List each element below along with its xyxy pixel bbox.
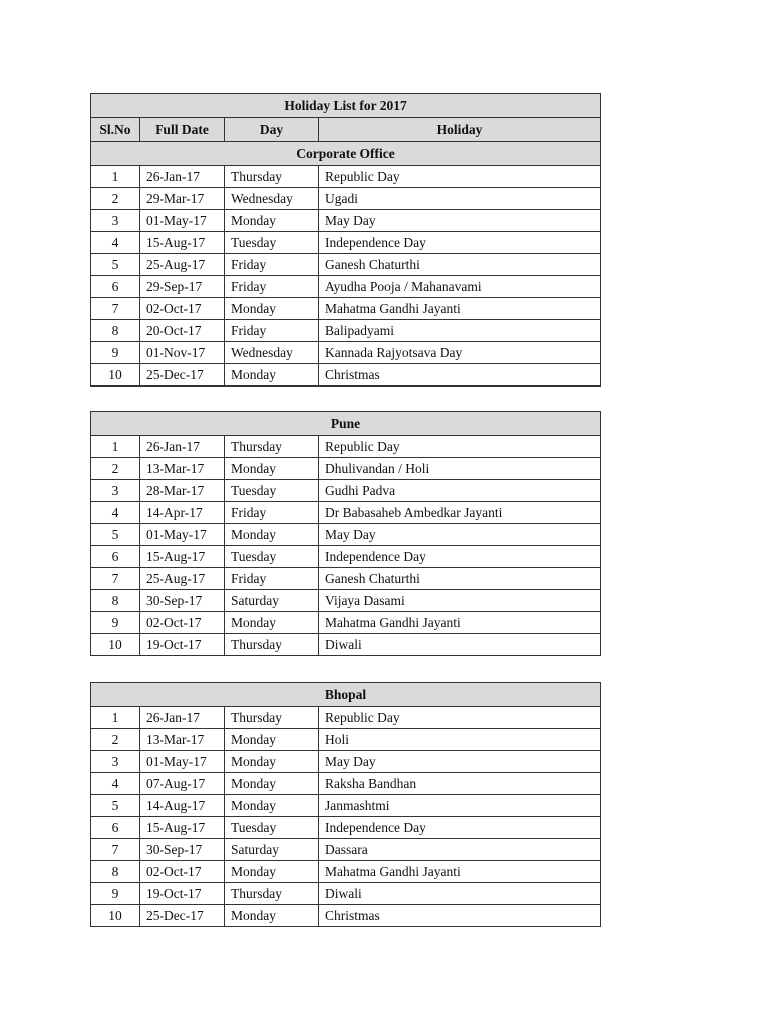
table-row: [91, 751, 601, 773]
table-row: [91, 568, 601, 590]
row-slno: 2: [91, 188, 140, 210]
pune-table: [90, 411, 601, 656]
row-slno: 5: [91, 254, 140, 276]
row-holiday: Ganesh Chaturthi: [319, 254, 601, 276]
row-slno: 1: [91, 707, 140, 729]
table-row: [91, 634, 601, 656]
table-row: [91, 436, 601, 458]
row-holiday: Kannada Rajyotsava Day: [319, 342, 601, 364]
row-slno: 1: [91, 166, 140, 188]
row-slno: 7: [91, 568, 140, 590]
row-slno: 4: [91, 502, 140, 524]
row-holiday: Christmas: [319, 905, 601, 927]
table-row: [91, 546, 601, 568]
title-row: [91, 94, 601, 118]
row-slno: 3: [91, 751, 140, 773]
row-full-date: 19-Oct-17: [140, 634, 225, 656]
row-slno: 10: [91, 905, 140, 927]
row-slno: 3: [91, 210, 140, 232]
table-row: [91, 729, 601, 751]
row-full-date: 13-Mar-17: [140, 458, 225, 480]
row-day: Monday: [225, 364, 319, 387]
row-full-date: 01-May-17: [140, 524, 225, 546]
row-full-date: 26-Jan-17: [140, 436, 225, 458]
row-slno: 6: [91, 546, 140, 568]
table-row: [91, 298, 601, 320]
row-day: Thursday: [225, 883, 319, 905]
header-holiday: Holiday: [319, 118, 601, 142]
row-day: Monday: [225, 298, 319, 320]
row-full-date: 15-Aug-17: [140, 817, 225, 839]
row-slno: 2: [91, 458, 140, 480]
table-row: [91, 502, 601, 524]
row-holiday: May Day: [319, 751, 601, 773]
row-day: Tuesday: [225, 232, 319, 254]
row-holiday: Holi: [319, 729, 601, 751]
bhopal-table: [90, 682, 601, 927]
row-holiday: Diwali: [319, 634, 601, 656]
row-full-date: 29-Sep-17: [140, 276, 225, 298]
table-row: [91, 524, 601, 546]
row-holiday: Mahatma Gandhi Jayanti: [319, 861, 601, 883]
row-full-date: 15-Aug-17: [140, 546, 225, 568]
row-slno: 4: [91, 773, 140, 795]
row-holiday: Diwali: [319, 883, 601, 905]
section-title: Pune: [91, 412, 601, 436]
table-row: [91, 166, 601, 188]
table-row: [91, 905, 601, 927]
row-holiday: Ayudha Pooja / Mahanavami: [319, 276, 601, 298]
row-day: Monday: [225, 861, 319, 883]
row-slno: 5: [91, 524, 140, 546]
row-slno: 10: [91, 364, 140, 387]
header-slno: Sl.No: [91, 118, 140, 142]
table-row: [91, 254, 601, 276]
row-full-date: 15-Aug-17: [140, 232, 225, 254]
row-slno: 8: [91, 590, 140, 612]
row-full-date: 28-Mar-17: [140, 480, 225, 502]
row-holiday: Dr Babasaheb Ambedkar Jayanti: [319, 502, 601, 524]
row-slno: 3: [91, 480, 140, 502]
row-holiday: May Day: [319, 210, 601, 232]
page-title: Holiday List for 2017: [91, 94, 601, 118]
table-row: [91, 210, 601, 232]
section-title: Corporate Office: [91, 142, 601, 166]
table-row: [91, 839, 601, 861]
row-holiday: Janmashtmi: [319, 795, 601, 817]
row-day: Monday: [225, 751, 319, 773]
row-slno: 8: [91, 861, 140, 883]
table-row: [91, 480, 601, 502]
row-slno: 10: [91, 634, 140, 656]
row-holiday: Christmas: [319, 364, 601, 387]
row-full-date: 30-Sep-17: [140, 590, 225, 612]
row-holiday: Independence Day: [319, 817, 601, 839]
table-row: [91, 232, 601, 254]
row-day: Friday: [225, 568, 319, 590]
row-full-date: 20-Oct-17: [140, 320, 225, 342]
row-slno: 6: [91, 276, 140, 298]
row-full-date: 07-Aug-17: [140, 773, 225, 795]
row-holiday: Republic Day: [319, 707, 601, 729]
row-full-date: 26-Jan-17: [140, 166, 225, 188]
corporate-office-table: [90, 93, 601, 387]
row-holiday: Ugadi: [319, 188, 601, 210]
section-header-row: [91, 412, 601, 436]
table-row: [91, 364, 601, 387]
table-row: [91, 590, 601, 612]
row-holiday: Independence Day: [319, 546, 601, 568]
row-slno: 1: [91, 436, 140, 458]
row-full-date: 25-Aug-17: [140, 254, 225, 276]
row-holiday: Independence Day: [319, 232, 601, 254]
table-row: [91, 861, 601, 883]
section-title: Bhopal: [91, 683, 601, 707]
section-header-row: [91, 142, 601, 166]
table-row: [91, 817, 601, 839]
row-full-date: 13-Mar-17: [140, 729, 225, 751]
row-slno: 4: [91, 232, 140, 254]
table-row: [91, 795, 601, 817]
row-slno: 5: [91, 795, 140, 817]
row-full-date: 29-Mar-17: [140, 188, 225, 210]
row-full-date: 30-Sep-17: [140, 839, 225, 861]
row-slno: 2: [91, 729, 140, 751]
row-holiday: Ganesh Chaturthi: [319, 568, 601, 590]
row-day: Thursday: [225, 634, 319, 656]
row-day: Saturday: [225, 839, 319, 861]
row-day: Monday: [225, 795, 319, 817]
row-holiday: Gudhi Padva: [319, 480, 601, 502]
table-row: [91, 320, 601, 342]
row-holiday: Mahatma Gandhi Jayanti: [319, 298, 601, 320]
row-holiday: Mahatma Gandhi Jayanti: [319, 612, 601, 634]
row-slno: 9: [91, 342, 140, 364]
row-day: Monday: [225, 905, 319, 927]
row-holiday: Raksha Bandhan: [319, 773, 601, 795]
row-slno: 6: [91, 817, 140, 839]
table-row: [91, 276, 601, 298]
row-day: Wednesday: [225, 342, 319, 364]
row-day: Tuesday: [225, 480, 319, 502]
table-row: [91, 773, 601, 795]
row-day: Thursday: [225, 436, 319, 458]
table-row: [91, 458, 601, 480]
row-holiday: Balipadyami: [319, 320, 601, 342]
row-full-date: 02-Oct-17: [140, 612, 225, 634]
row-holiday: Vijaya Dasami: [319, 590, 601, 612]
section-rows: [91, 707, 601, 927]
row-day: Saturday: [225, 590, 319, 612]
table-row: [91, 188, 601, 210]
row-day: Monday: [225, 729, 319, 751]
row-day: Friday: [225, 320, 319, 342]
row-full-date: 01-May-17: [140, 210, 225, 232]
row-full-date: 01-May-17: [140, 751, 225, 773]
row-slno: 7: [91, 839, 140, 861]
row-full-date: 26-Jan-17: [140, 707, 225, 729]
row-full-date: 19-Oct-17: [140, 883, 225, 905]
row-full-date: 02-Oct-17: [140, 298, 225, 320]
header-day: Day: [225, 118, 319, 142]
row-day: Thursday: [225, 707, 319, 729]
row-day: Friday: [225, 276, 319, 298]
header-full-date: Full Date: [140, 118, 225, 142]
row-slno: 7: [91, 298, 140, 320]
row-full-date: 25-Dec-17: [140, 364, 225, 387]
section-rows: [91, 166, 601, 387]
row-day: Tuesday: [225, 546, 319, 568]
row-day: Monday: [225, 524, 319, 546]
row-day: Tuesday: [225, 817, 319, 839]
row-holiday: Dassara: [319, 839, 601, 861]
section-header-row: [91, 683, 601, 707]
table-row: [91, 883, 601, 905]
row-full-date: 25-Dec-17: [140, 905, 225, 927]
row-day: Wednesday: [225, 188, 319, 210]
row-day: Monday: [225, 210, 319, 232]
row-day: Friday: [225, 502, 319, 524]
table-row: [91, 342, 601, 364]
row-holiday: Republic Day: [319, 436, 601, 458]
table-row: [91, 707, 601, 729]
table-row: [91, 612, 601, 634]
row-holiday: May Day: [319, 524, 601, 546]
row-slno: 9: [91, 612, 140, 634]
row-full-date: 14-Aug-17: [140, 795, 225, 817]
row-full-date: 02-Oct-17: [140, 861, 225, 883]
row-full-date: 25-Aug-17: [140, 568, 225, 590]
row-day: Thursday: [225, 166, 319, 188]
row-slno: 9: [91, 883, 140, 905]
row-day: Monday: [225, 773, 319, 795]
column-header-row: [91, 118, 601, 142]
row-day: Monday: [225, 458, 319, 480]
row-full-date: 01-Nov-17: [140, 342, 225, 364]
row-holiday: Republic Day: [319, 166, 601, 188]
row-slno: 8: [91, 320, 140, 342]
row-day: Friday: [225, 254, 319, 276]
row-holiday: Dhulivandan / Holi: [319, 458, 601, 480]
row-full-date: 14-Apr-17: [140, 502, 225, 524]
row-day: Monday: [225, 612, 319, 634]
section-rows: [91, 436, 601, 656]
